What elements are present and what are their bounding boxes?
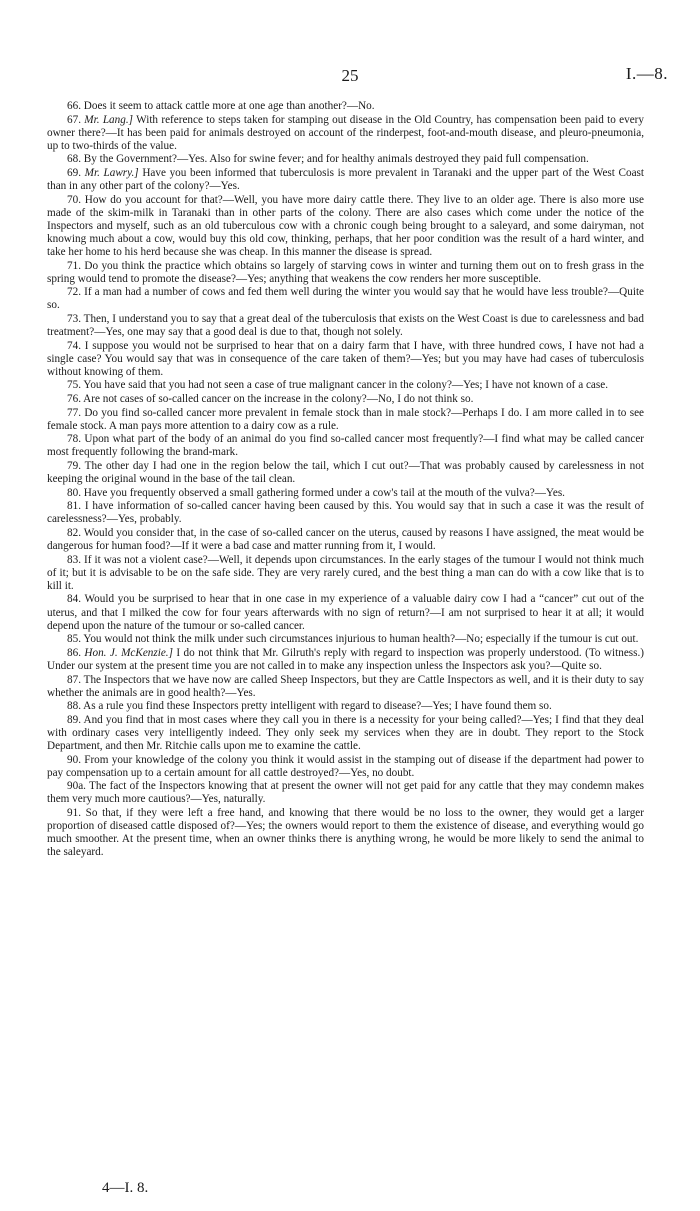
question-paragraph [47,633,644,646]
question-paragraph [47,340,644,379]
question-text: If it was not a violent case?—Well, it depends upon circumstances. In the early stages of the tumour I would not think much of it; but it is advisable to be on the safe side. They are very rarely cured, and the best thing a man can do with a cow like that is to kill it. [47,553,644,592]
question-paragraph [47,379,644,392]
question-paragraph [47,313,644,339]
question-paragraph [47,260,644,286]
question-paragraph [47,593,644,632]
question-paragraph [47,167,644,193]
speaker-name: Hon. J. McKenzie.] [84,646,173,659]
question-number: 68. [67,153,81,166]
question-text: Do you think the practice which obtains so largely of starving cows in winter and turning them out on to fresh grass in the spring would tend to promote the disease?—Yes; anything that weakens the cow renders her more susceptible. [47,259,644,285]
question-number: 86. [67,646,81,659]
question-number: 88. [67,700,81,713]
question-paragraph [47,194,644,259]
question-text: Upon what part of the body of an animal do you find so-called cancer most frequently?—I find what may be called cancer most frequently following the brand-mark. [47,433,645,459]
question-text: Then, I understand you to say that a great deal of the tuberculosis that exists on the West Coast is due to carelessness and bad treatment?—Yes, one may say that a good deal is due to that, though not solely. [47,313,644,339]
question-number: 90. [67,753,81,766]
question-number: 72. [67,286,81,299]
page-number: 25 [341,66,359,85]
question-text: I have information of so-called cancer having been caused by this. You would say that in such a case it was the result of carelessness?—Yes, probably. [47,500,645,526]
question-text: Are not cases of so-called cancer on the increase in the colony?—No, I do not think so. [83,393,474,406]
question-number: 71. [67,259,81,272]
printer-signature: 4—I. 8. [102,1180,149,1196]
speaker-name: Mr. Lawry.] [84,166,139,179]
question-number: 91. [67,806,81,819]
question-number: 75. [67,379,81,392]
question-text: As a rule you find these Inspectors pretty intelligent with regard to disease?—Yes; I have found them so. [83,700,552,713]
question-number: 69. [67,166,81,179]
question-paragraph [47,647,644,673]
question-text: You have said that you had not seen a case of true malignant cancer in the colony?—Yes; I have not known of a case. [83,379,609,392]
question-paragraph [47,700,644,713]
question-paragraph [47,460,644,486]
question-number: 66. [67,100,81,112]
speaker-name: Mr. Lang.] [84,113,133,126]
question-text: The fact of the Inspectors knowing that at present the owner will not get paid for any cattle that they may condemn makes them very much more cautious?—Yes, naturally. [47,780,644,806]
question-text: You would not think the milk under such circumstances injurious to human health?—No; especially if the tumour is cut out. [83,633,639,646]
question-number: 76. [67,393,81,406]
question-paragraph [47,153,644,166]
question-number: 79. [67,460,81,473]
question-number: 78. [67,433,81,446]
evidence-body [47,100,644,860]
question-text: Do you find so-called cancer more prevalent in female stock than in male stock?—Perhaps I do. I am more called in to see female stock. A man pays more attention to a dairy cow as a rule. [47,406,645,432]
question-number: 81. [67,500,81,513]
question-number: 67. [67,113,81,126]
question-number: 83. [67,553,81,566]
question-text: From your knowledge of the colony you think it would assist in the stamping out of disease if the department had power to pay compensation up to a certain amount for all cattle destroyed?—Yes, no doubt. [47,753,644,779]
question-paragraph [47,527,644,553]
question-number: 87. [67,673,81,686]
question-text: The Inspectors that we have now are called Sheep Inspectors, but they are Cattle Inspectors as well, and it is their duty to say whether the animals are in good health?—Yes. [47,673,644,699]
question-number: 89. [67,713,81,726]
question-paragraph [47,393,644,406]
question-paragraph [47,754,644,780]
question-text: And you find that in most cases where they call you in there is a necessity for your being called?—Yes; I find that they deal with ordinary cases very intelligently indeed. They only seek my services when they are in doubt. They report to the Stock Department, and then Mr. Ritchie calls upon me to examine the cattle. [47,713,644,752]
question-paragraph [47,114,644,153]
question-text: If a man had a number of cows and fed them well during the winter you would say that he would have less trouble?—Quite so. [47,286,645,312]
question-paragraph [47,100,644,113]
question-number: 84. [67,593,81,606]
question-paragraph [47,807,644,859]
question-paragraph [47,433,644,459]
question-text: How do you account for that?—Well, you have more dairy cattle there. They live to an older age. There is also more use made of the skim-milk in Taranaki than in other parts of the colony. There are also cases which come under the notice of the Inspectors and myself, such as an old tuberculous cow with a chronic cough being brought to a saleyard, and some dairyman, not knowing much about a cow, would buy this old cow, thinking, perhaps, that her poor condition was the result of a hard winter, and take her home to his herd because she was cheap. In this manner the disease is spread. [47,193,644,259]
question-text: Have you frequently observed a small gathering formed under a cow's tail at the mouth of the vulva?—Yes. [83,486,565,499]
question-text: By the Government?—Yes. Also for swine fever; and for healthy animals destroyed they paid full compensation. [83,153,589,166]
question-text: Have you been informed that tuberculosis is more prevalent in Taranaki and the upper part of the West Coast than in any other part of the colony?—Yes. [47,166,645,193]
question-text: Would you be surprised to hear that in one case in my experience of a valuable dairy cow I had a “cancer” cut out of the uterus, and that I milked the cow for four years afterwards with no sign of return?—I am not surprised to hear it at all; it would depend upon the nature of the tumour or so-called cancer. [47,593,644,632]
question-number: 77. [67,406,81,419]
question-number: 82. [67,527,81,539]
question-paragraph [47,554,644,593]
question-text: So that, if they were left a free hand, and knowing that there would be no loss to the owner, they would get a larger proportion of diseased cattle disposed of?—Yes; the owners would report to them the existence of disease, and everything would go much smoother. At the present time, when an owner thinks there is anything wrong, he would be more likely to send the animal to the saleyard. [47,806,644,859]
question-paragraph [47,780,644,806]
question-text: Would you consider that, in the case of so-called cancer on the uterus, caused by reasons I have assigned, the meat would be dangerous for human food?—If it were a bad case and matter running from it, I would. [47,527,644,553]
question-paragraph [47,714,644,753]
question-number: 74. [67,339,81,352]
question-number: 85. [67,633,81,646]
question-text: I suppose you would not be surprised to hear that on a dairy farm that I have, with three hundred cows, I have not had a single case? You would say that was in consequence of the care taken of them?—Yes; but you may have had cases of tuberculosis without knowing of them. [47,339,644,378]
question-number: 90a. [67,780,86,793]
question-text: The other day I had one in the region below the tail, which I cut out?—That was probably caused by carelessness in not keeping the original wound in the base of the tail clean. [47,460,644,486]
question-paragraph [47,487,644,500]
question-number: 80. [67,486,81,499]
question-paragraph [47,674,644,700]
document-reference: I.—8. [625,64,668,83]
question-paragraph [47,286,644,312]
question-number: 73. [67,313,81,325]
question-text: I do not think that Mr. Gilruth's reply with regard to inspection was properly understood. (To witness.) Under our system at the present time you are not called in to make any inspection unless the Inspectors ask you?—Quite so. [47,646,645,672]
question-paragraph [47,407,644,433]
question-text: Does it seem to attack cattle more at one age than another?—No. [83,100,375,112]
question-paragraph [47,500,644,526]
question-text: With reference to steps taken for stamping out disease in the Old Country, has compensation been paid to every owner there?—It has been paid for animals destroyed on account of the rinderpest, foot-and-mouth disease, and pleuro-pneumonia, up to two-thirds of the value. [47,113,644,152]
question-number: 70. [67,193,81,206]
